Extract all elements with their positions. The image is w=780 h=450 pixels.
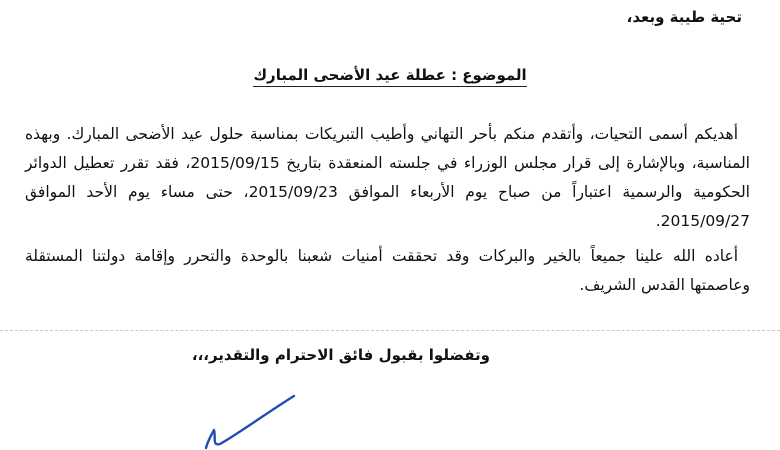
dashed-separator (0, 330, 780, 331)
handwritten-signature (190, 390, 310, 450)
letter-body (25, 120, 750, 306)
subject-line (0, 66, 780, 87)
greeting: تحية طيبة وبعد، (626, 8, 742, 26)
body-paragraph-2: أعاده الله علينا جميعاً بالخير والبركات وقد تحققت أمنيات شعبنا بالوحدة والتحرر وإقامة دولتنا المستقلة وعاصمتها القدس الشريف. (25, 247, 750, 294)
subject-text: الموضوع : عطلة عيد الأضحى المبارك (253, 66, 526, 87)
body-paragraph-1: أهديكم أسمى التحيات، وأتقدم منكم بأحر التهاني وأطيب التبريكات بمناسبة حلول عيد الأضحى المبارك. وبهذه المناسبة، وبالإشارة إلى قرار مجلس الوزراء في جلسته المنعقدة بتاريخ 2015/09/15، فقد تقرر تعطيل الدوائر الحكومية والرسمية اعتباراً من صباح يوم الأربعاء الموافق 2015/09/23، حتى مساء يوم الأحد الموافق 2015/09/27. (25, 125, 750, 230)
closing-line: وتفضلوا بقبول فائق الاحترام والتقدير،،، (191, 346, 490, 364)
